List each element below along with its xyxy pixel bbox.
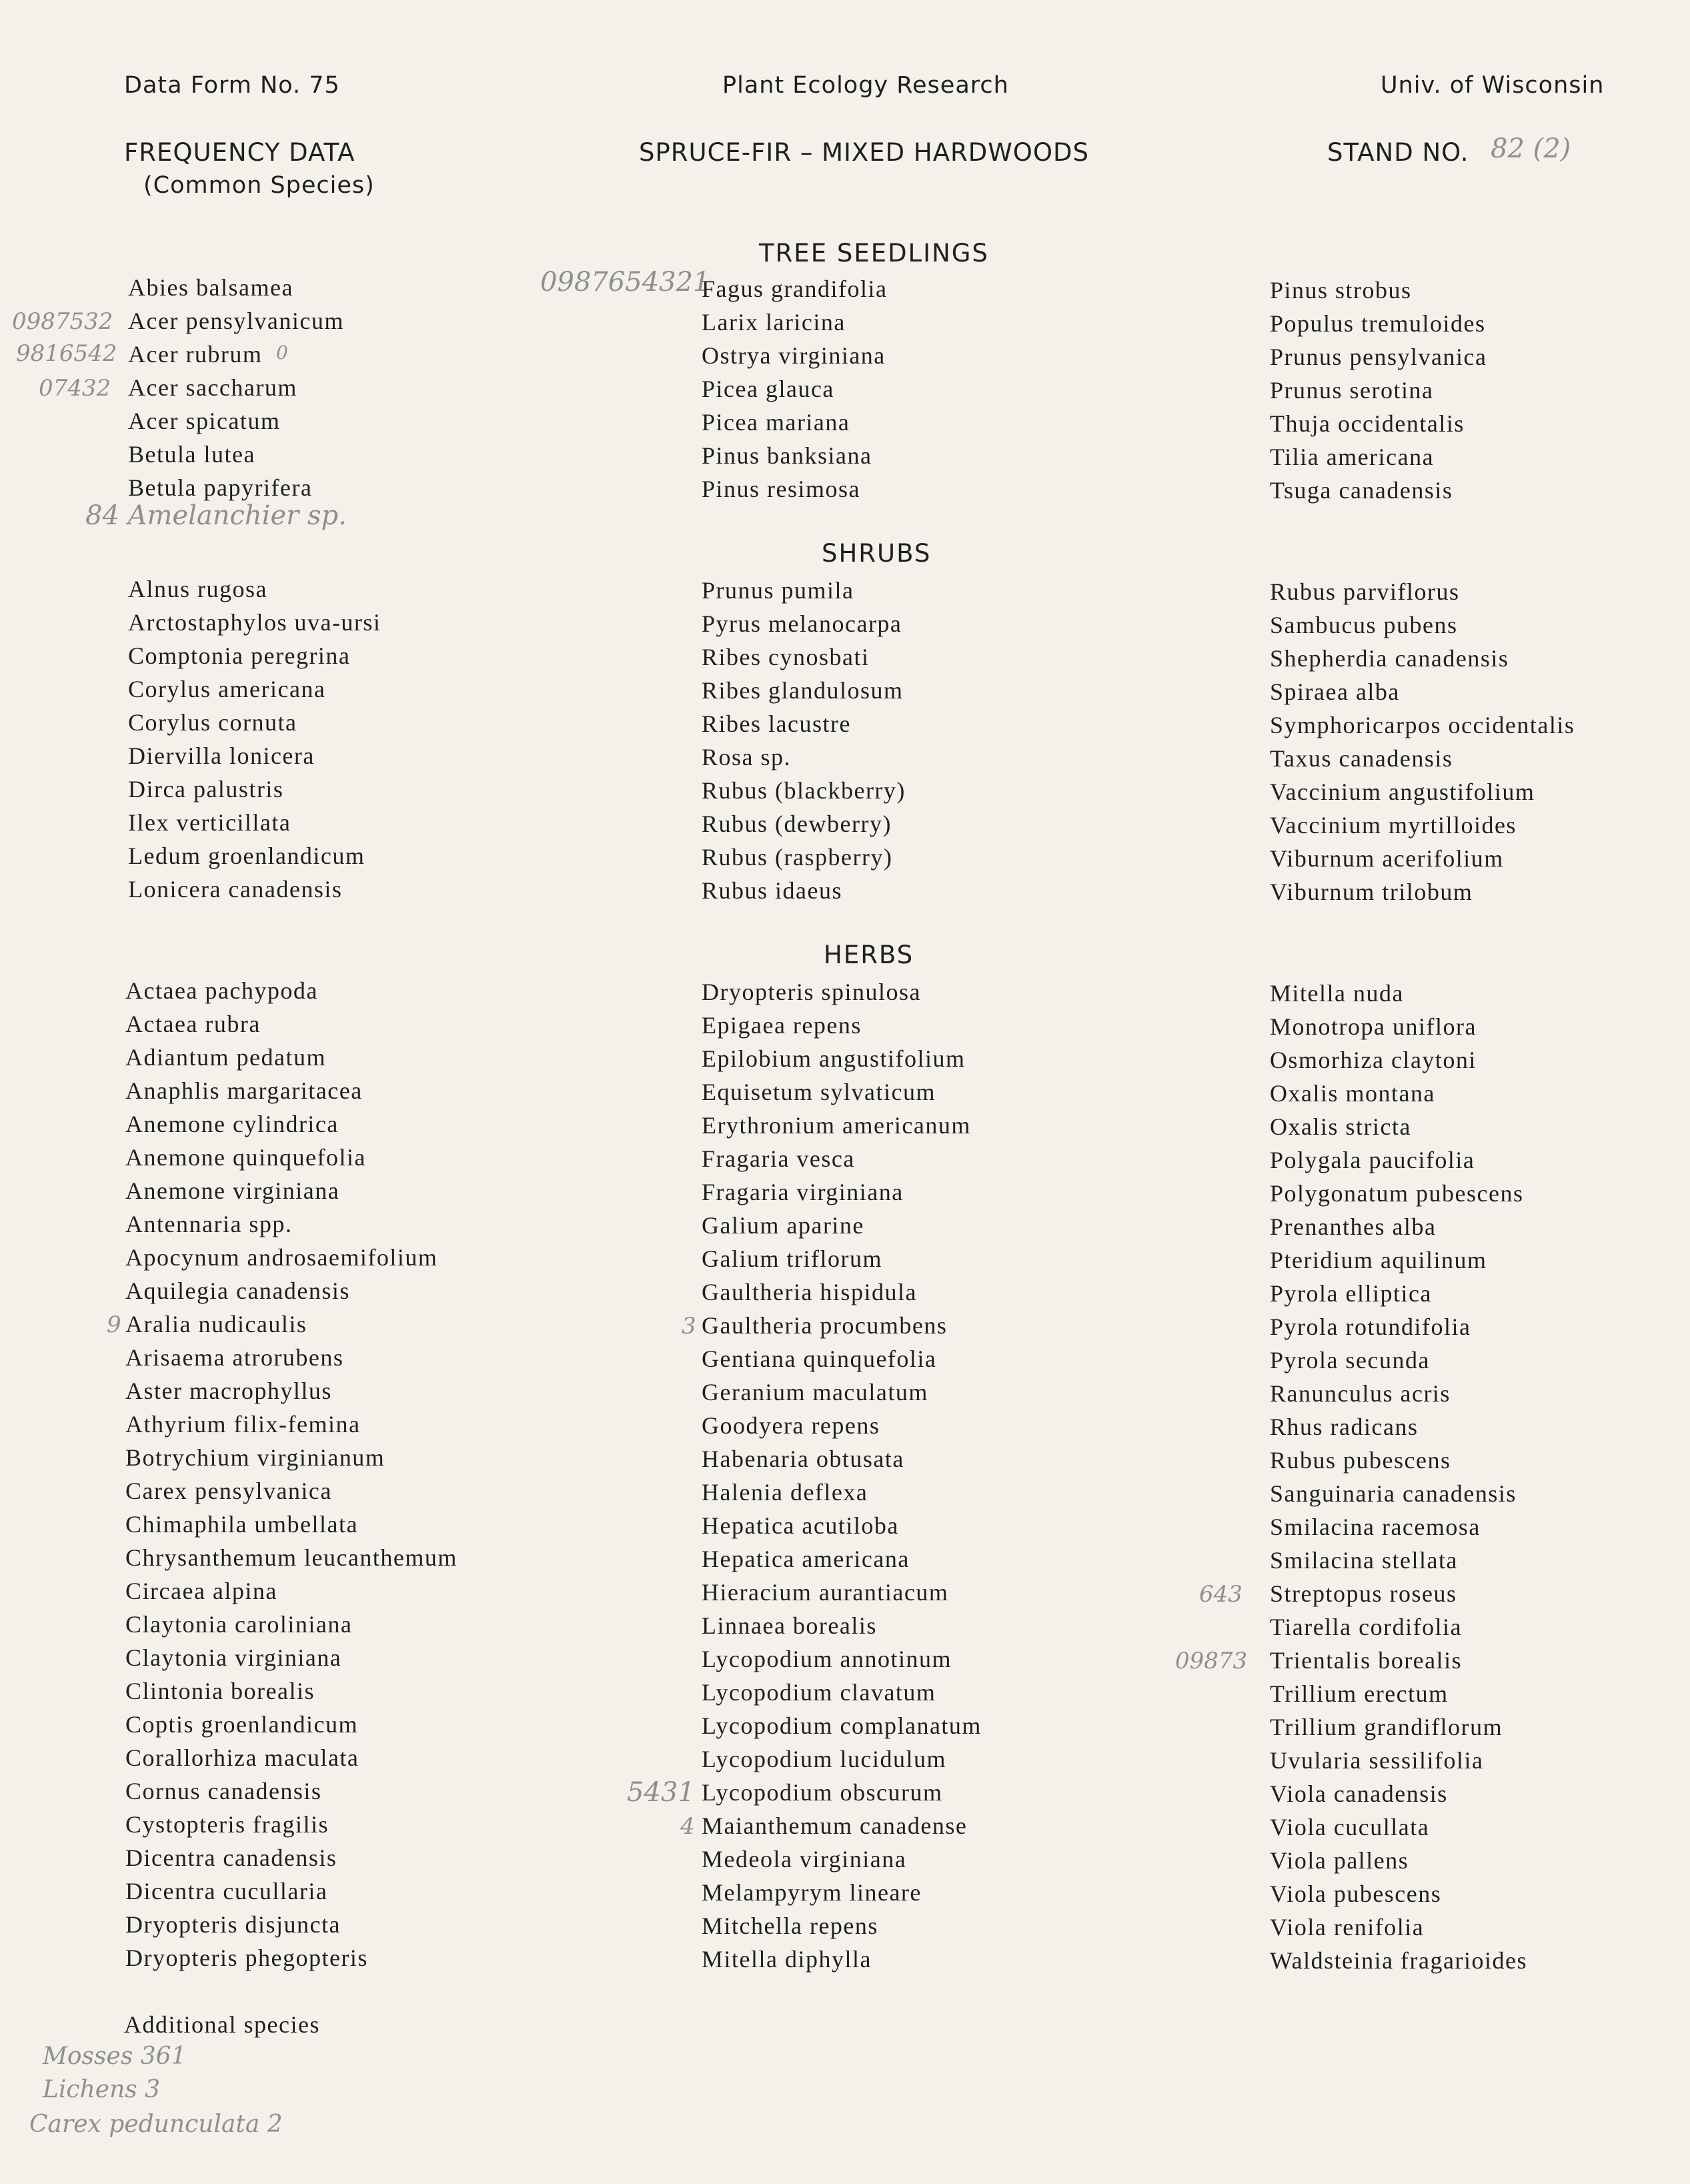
shrubs-col2-species-8: Rubus (dewberry) xyxy=(702,810,892,837)
herbs-col2-species-22: Lycopodium clavatum xyxy=(702,1679,936,1706)
herbs-col3-species-10: Pyrola elliptica xyxy=(1270,1280,1432,1307)
shrubs-col1-species-3: Comptonia peregrina xyxy=(128,642,351,669)
herbs-col2-species-7: Fragaria virginiana xyxy=(702,1179,904,1205)
tree-seedlings-col2-species-2: Larix laricina xyxy=(702,309,846,336)
herbs-col1-species-28: Dicentra cucullaria xyxy=(125,1878,328,1904)
organization: Plant Ecology Research xyxy=(722,72,1009,99)
herbs-col2-species-28: Melampyrym lineare xyxy=(702,1879,922,1906)
herbs-col1-species-24: Corallorhiza maculata xyxy=(125,1744,359,1771)
shrubs-col2-species-1: Prunus pumila xyxy=(702,577,854,604)
university: Univ. of Wisconsin xyxy=(1381,72,1605,99)
stand-label: STAND NO. xyxy=(1327,138,1469,167)
herbs-col2-species-11: Gaultheria procumbens xyxy=(702,1312,948,1339)
herbs-col1-species-16: Carex pensylvanica xyxy=(125,1478,332,1504)
herbs-col2-species-4: Equisetum sylvaticum xyxy=(702,1079,936,1105)
handwritten-trientalis: 09873 xyxy=(1175,1648,1248,1674)
tree-seedlings-col3-species-4: Prunus serotina xyxy=(1270,377,1434,404)
shrubs-col3-species-9: Viburnum acerifolium xyxy=(1270,845,1504,872)
additional-species-label: Additional species xyxy=(124,2011,320,2038)
herbs-col1-species-17: Chimaphila umbellata xyxy=(125,1511,358,1538)
herbs-col3-species-12: Pyrola secunda xyxy=(1270,1347,1430,1374)
herbs-col3-species-1: Mitella nuda xyxy=(1270,980,1404,1007)
herbs-col1-species-3: Adiantum pedatum xyxy=(125,1044,326,1071)
herbs-col3-species-2: Monotropa uniflora xyxy=(1270,1013,1477,1040)
herbs-col3-species-4: Oxalis montana xyxy=(1270,1080,1435,1107)
herbs-col3-species-5: Oxalis stricta xyxy=(1270,1113,1411,1140)
tree-seedlings-col3-species-1: Pinus strobus xyxy=(1270,277,1412,304)
handwritten-acer-rubrum-mark: 0 xyxy=(276,342,288,364)
herbs-col1-species-30: Dryopteris phegopteris xyxy=(125,1945,368,1971)
frequency-title: FREQUENCY DATA xyxy=(124,138,355,167)
herbs-col1-species-13: Aster macrophyllus xyxy=(125,1378,332,1404)
herbs-col2-species-26: Maianthemum canadense xyxy=(702,1812,968,1839)
tree-seedlings-col1-species-6: Betula lutea xyxy=(128,441,255,468)
herbs-col1-species-14: Athyrium filix-femina xyxy=(125,1411,361,1438)
tree-seedlings-col1-species-1: Abies balsamea xyxy=(128,274,293,301)
herbs-col3-species-3: Osmorhiza claytoni xyxy=(1270,1047,1477,1073)
herbs-col3-species-22: Trillium erectum xyxy=(1270,1680,1449,1707)
herbs-col1-species-8: Antennaria spp. xyxy=(125,1211,293,1237)
herbs-col3-species-26: Viola cucullata xyxy=(1270,1814,1430,1840)
handwritten-amelanchier: 84 Amelanchier sp. xyxy=(85,500,347,531)
herbs-col2-species-30: Mitella diphylla xyxy=(702,1946,872,1973)
herbs-col1-species-22: Clintonia borealis xyxy=(125,1678,315,1704)
herbs-col1-species-23: Coptis groenlandicum xyxy=(125,1711,358,1738)
herbs-col1-species-19: Circaea alpina xyxy=(125,1578,277,1604)
shrubs-col1-species-4: Corylus americana xyxy=(128,676,326,702)
handwritten-acer-saccharum: 07432 xyxy=(39,375,111,402)
handwritten-streptopus: 643 xyxy=(1199,1581,1242,1608)
tree-seedlings-col3-species-6: Tilia americana xyxy=(1270,444,1435,470)
shrubs-col1-species-1: Alnus rugosa xyxy=(128,576,267,602)
herbs-col2-species-24: Lycopodium lucidulum xyxy=(702,1746,946,1772)
herbs-col1-species-12: Arisaema atrorubens xyxy=(125,1344,344,1371)
herbs-col3-species-19: Streptopus roseus xyxy=(1270,1580,1457,1607)
herbs-col3-species-17: Smilacina racemosa xyxy=(1270,1514,1481,1540)
shrubs-col3-species-7: Vaccinium angustifolium xyxy=(1270,778,1535,805)
herbs-col2-species-25: Lycopodium obscurum xyxy=(702,1779,943,1806)
shrubs-col1-species-10: Lonicera canadensis xyxy=(128,876,343,903)
herbs-col2-species-20: Linnaea borealis xyxy=(702,1612,877,1639)
herbs-col1-species-20: Claytonia caroliniana xyxy=(125,1611,353,1638)
herbs-col1-species-6: Anemone quinquefolia xyxy=(125,1144,366,1171)
herbs-col3-species-13: Ranunculus acris xyxy=(1270,1380,1451,1407)
handwritten-acer-rubrum: 9816542 xyxy=(16,340,117,367)
form-number: Data Form No. 75 xyxy=(124,72,340,99)
herbs-col3-species-20: Tiarella cordifolia xyxy=(1270,1614,1463,1640)
herbs-col1-species-4: Anaphlis margaritacea xyxy=(125,1077,363,1104)
herbs-col2-species-12: Gentiana quinquefolia xyxy=(702,1345,937,1372)
tree-seedlings-col1-species-3: Acer rubrum xyxy=(128,341,263,368)
herbs-col2-species-6: Fragaria vesca xyxy=(702,1145,855,1172)
herbs-col2-species-5: Erythronium americanum xyxy=(702,1112,971,1139)
herbs-col1-species-10: Aquilegia canadensis xyxy=(125,1277,350,1304)
herbs-col1-species-25: Cornus canadensis xyxy=(125,1778,322,1804)
tree-seedlings-col2-species-5: Picea mariana xyxy=(702,409,850,436)
herbs-col2-species-19: Hieracium aurantiacum xyxy=(702,1579,949,1606)
herbs-col1-species-2: Actaea rubra xyxy=(125,1011,261,1037)
herbs-col2-species-2: Epigaea repens xyxy=(702,1012,862,1039)
herbs-col3-species-27: Viola pallens xyxy=(1270,1847,1409,1874)
tree-seedlings-col1-species-5: Acer spicatum xyxy=(128,408,281,434)
tree-seedlings-col2-species-3: Ostrya virginiana xyxy=(702,342,886,369)
section-title-tree-seedlings: TREE SEEDLINGS xyxy=(759,239,989,267)
handwritten-maianthemum: 4 xyxy=(680,1813,695,1840)
shrubs-col2-species-10: Rubus idaeus xyxy=(702,877,842,904)
herbs-col3-species-24: Uvularia sessilifolia xyxy=(1270,1747,1484,1774)
shrubs-col3-species-3: Shepherdia canadensis xyxy=(1270,645,1509,672)
tree-seedlings-col1-species-2: Acer pensylvanicum xyxy=(128,308,344,334)
handwritten-acer-pensylvanicum: 0987532 xyxy=(12,308,113,335)
shrubs-col3-species-2: Sambucus pubens xyxy=(1270,612,1458,638)
shrubs-col1-species-7: Dirca palustris xyxy=(128,776,284,802)
herbs-col1-species-9: Apocynum androsaemifolium xyxy=(125,1244,438,1271)
shrubs-col2-species-2: Pyrus melanocarpa xyxy=(702,610,902,637)
tree-seedlings-col2-species-1: Fagus grandifolia xyxy=(702,276,888,302)
tree-seedlings-col3-species-7: Tsuga canadensis xyxy=(1270,477,1453,504)
forest-type-title: SPRUCE-FIR – MIXED HARDWOODS xyxy=(639,138,1090,167)
herbs-col2-species-27: Medeola virginiana xyxy=(702,1846,907,1872)
herbs-col2-species-16: Halenia deflexa xyxy=(702,1479,868,1506)
shrubs-col1-species-2: Arctostaphylos uva-ursi xyxy=(128,609,381,636)
shrubs-col3-species-8: Vaccinium myrtilloides xyxy=(1270,812,1517,839)
handwritten-gaultheria: 3 xyxy=(682,1313,696,1339)
handwritten-aralia: 9 xyxy=(107,1311,121,1338)
herbs-col2-species-3: Epilobium angustifolium xyxy=(702,1045,966,1072)
herbs-col3-species-28: Viola pubescens xyxy=(1270,1880,1442,1907)
herbs-col3-species-14: Rhus radicans xyxy=(1270,1414,1419,1440)
herbs-col1-species-21: Claytonia virginiana xyxy=(125,1644,342,1671)
herbs-col3-species-23: Trillium grandiflorum xyxy=(1270,1714,1503,1740)
herbs-col2-species-1: Dryopteris spinulosa xyxy=(702,979,921,1005)
herbs-col3-species-9: Pteridium aquilinum xyxy=(1270,1247,1487,1273)
herbs-col2-species-23: Lycopodium complanatum xyxy=(702,1712,982,1739)
handwritten-additional-3: Carex pedunculata 2 xyxy=(29,2111,283,2138)
shrubs-col1-species-5: Corylus cornuta xyxy=(128,709,297,736)
herbs-col2-species-14: Goodyera repens xyxy=(702,1412,880,1439)
herbs-col2-species-17: Hepatica acutiloba xyxy=(702,1512,899,1539)
frequency-subtitle: (Common Species) xyxy=(143,172,375,199)
shrubs-col1-species-8: Ilex verticillata xyxy=(128,809,291,836)
herbs-col3-species-7: Polygonatum pubescens xyxy=(1270,1180,1524,1207)
tree-seedlings-col2-species-6: Pinus banksiana xyxy=(702,442,872,469)
tree-seedlings-col2-species-7: Pinus resimosa xyxy=(702,476,861,502)
tree-seedlings-col1-species-4: Acer saccharum xyxy=(128,374,297,401)
shrubs-col1-species-6: Diervilla lonicera xyxy=(128,742,315,769)
shrubs-col2-species-7: Rubus (blackberry) xyxy=(702,777,906,804)
herbs-col1-species-26: Cystopteris fragilis xyxy=(125,1811,329,1838)
shrubs-col2-species-5: Ribes lacustre xyxy=(702,710,851,737)
tree-seedlings-col3-species-3: Prunus pensylvanica xyxy=(1270,344,1487,370)
herbs-col3-species-25: Viola canadensis xyxy=(1270,1780,1448,1807)
tree-seedlings-col1-species-7: Betula papyrifera xyxy=(128,474,313,501)
herbs-col3-species-21: Trientalis borealis xyxy=(1270,1647,1463,1674)
herbs-col1-species-7: Anemone virginiana xyxy=(125,1177,340,1204)
shrubs-col2-species-6: Rosa sp. xyxy=(702,744,792,770)
herbs-col1-species-29: Dryopteris disjuncta xyxy=(125,1911,341,1938)
herbs-col2-species-8: Galium aparine xyxy=(702,1212,864,1239)
tree-seedlings-col3-species-2: Populus tremuloides xyxy=(1270,310,1486,337)
handwritten-lycopodium-obscurum: 5431 xyxy=(627,1777,695,1808)
stand-number-handwritten: 82 (2) xyxy=(1491,133,1571,164)
section-title-shrubs: SHRUBS xyxy=(822,539,932,568)
herbs-col2-species-15: Habenaria obtusata xyxy=(702,1446,904,1472)
herbs-col3-species-6: Polygala paucifolia xyxy=(1270,1147,1475,1173)
shrubs-col2-species-4: Ribes glandulosum xyxy=(702,677,904,704)
handwritten-fagus: 0987654321 xyxy=(540,267,710,298)
shrubs-col3-species-10: Viburnum trilobum xyxy=(1270,879,1473,905)
herbs-col2-species-13: Geranium maculatum xyxy=(702,1379,928,1406)
herbs-col3-species-15: Rubus pubescens xyxy=(1270,1447,1451,1474)
herbs-col3-species-16: Sanguinaria canadensis xyxy=(1270,1480,1517,1507)
shrubs-col3-species-5: Symphoricarpos occidentalis xyxy=(1270,712,1575,738)
shrubs-col1-species-9: Ledum groenlandicum xyxy=(128,843,365,869)
tree-seedlings-col2-species-4: Picea glauca xyxy=(702,376,834,402)
herbs-col1-species-18: Chrysanthemum leucanthemum xyxy=(125,1544,458,1571)
herbs-col1-species-15: Botrychium virginianum xyxy=(125,1444,385,1471)
tree-seedlings-col3-species-5: Thuja occidentalis xyxy=(1270,410,1465,437)
herbs-col1-species-27: Dicentra canadensis xyxy=(125,1844,337,1871)
herbs-col3-species-30: Waldsteinia fragarioides xyxy=(1270,1947,1527,1974)
herbs-col1-species-5: Anemone cylindrica xyxy=(125,1111,339,1137)
handwritten-additional-2: Lichens 3 xyxy=(43,2076,161,2103)
herbs-col3-species-29: Viola renifolia xyxy=(1270,1914,1425,1941)
herbs-col1-species-11: Aralia nudicaulis xyxy=(125,1311,307,1337)
shrubs-col2-species-3: Ribes cynosbati xyxy=(702,644,870,670)
shrubs-col2-species-9: Rubus (raspberry) xyxy=(702,844,893,871)
herbs-col3-species-8: Prenanthes alba xyxy=(1270,1213,1437,1240)
herbs-col2-species-10: Gaultheria hispidula xyxy=(702,1279,917,1305)
herbs-col1-species-1: Actaea pachypoda xyxy=(125,977,318,1004)
herbs-col2-species-21: Lycopodium annotinum xyxy=(702,1646,952,1672)
shrubs-col3-species-1: Rubus parviflorus xyxy=(1270,578,1460,605)
shrubs-col3-species-4: Spiraea alba xyxy=(1270,678,1400,705)
section-title-herbs: HERBS xyxy=(824,941,914,969)
herbs-col3-species-11: Pyrola rotundifolia xyxy=(1270,1313,1471,1340)
herbs-col2-species-18: Hepatica americana xyxy=(702,1546,910,1572)
herbs-col2-species-29: Mitchella repens xyxy=(702,1913,878,1939)
herbs-col2-species-9: Galium triflorum xyxy=(702,1245,882,1272)
shrubs-col3-species-6: Taxus canadensis xyxy=(1270,745,1453,772)
herbs-col3-species-18: Smilacina stellata xyxy=(1270,1547,1458,1574)
handwritten-additional-1: Mosses 361 xyxy=(43,2043,187,2070)
